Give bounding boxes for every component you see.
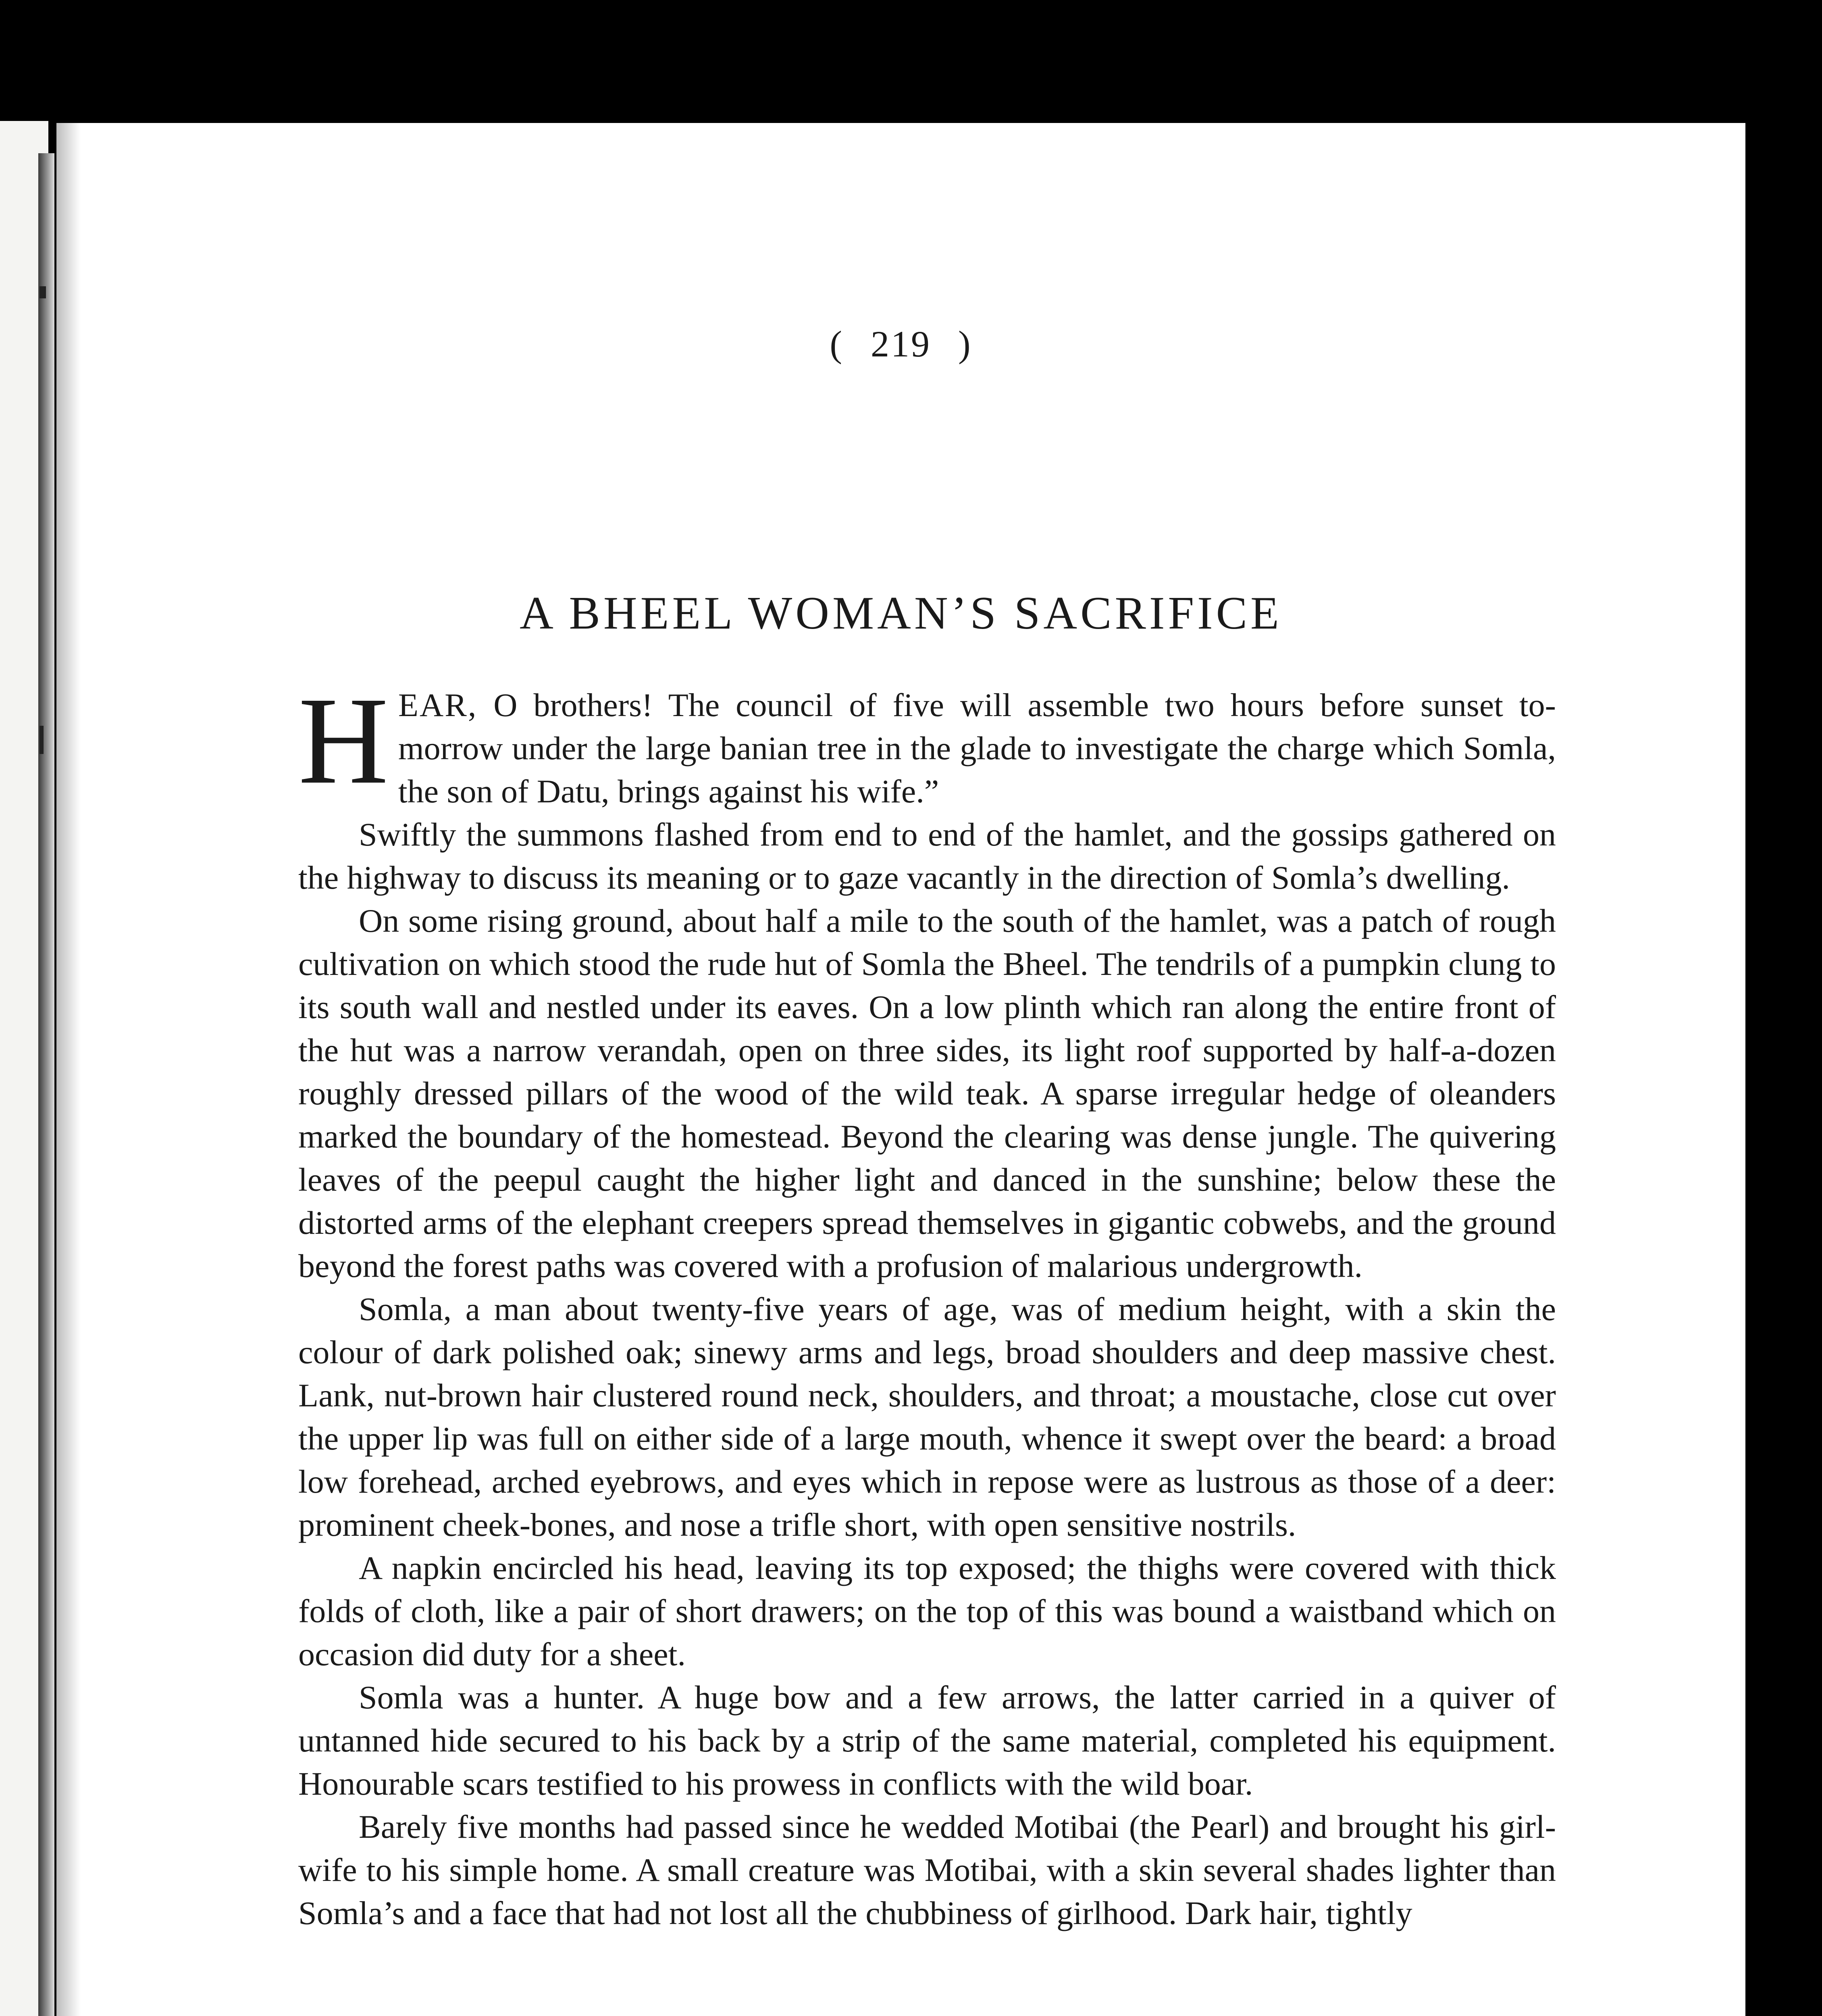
paragraph: On some rising ground, about half a mile to the south of the hamlet, was a patch of rough cultivation on which stood the rude hut of Somla the Bheel. The tendrils of a pumpkin clung to its south wall and nestled under its eaves. On a low plinth which ran along the entire front of the hut was a narrow verandah, open on three sides, its light roof supported by half-a-dozen roughly dressed pillars of the wood of the wild teak. A sparse irregular hedge of oleanders marked the boundary of the homestead. Beyond the clearing was dense jungle. The quivering leaves of the peepul caught the higher light and danced in the sunshine; below these the distorted arms of the elephant creepers spread themselves in gigantic cobwebs, and the ground beyond the forest paths was covered with a profusion of malarious undergrowth.: [298, 902, 1556, 1284]
paragraph-text: O brothers! The council of five will assemble two hours before sunset to-morrow under the large banian tree in the glade to investigate the charge which Somla, the son of Datu, brings against his wife.”: [398, 687, 1556, 810]
paragraph: [298, 672, 1556, 813]
margin-mark: [40, 726, 44, 754]
paragraph: Somla was a hunter. A huge bow and a few arrows, the latter carried in a quiver of untanned hide secured to his back by a strip of the same material, completed his equipment. Honourable scars testified to his prowess in conflicts with the wild boar.: [298, 1679, 1556, 1802]
paragraph: Swiftly the summons flashed from end to end of the hamlet, and the gossips gathered on the highway to discuss its meaning or to gaze vacantly in the direction of Somla’s dwelling.: [298, 816, 1556, 896]
page-number: ( 219 ): [830, 323, 972, 364]
gutter-shadow: [56, 123, 81, 2016]
drop-cap: H: [298, 672, 389, 810]
chapter-title: A BHEEL WOMAN’S SACRIFICE: [520, 587, 1282, 639]
book-page: [56, 123, 1745, 2016]
body-text: [298, 672, 1556, 1935]
binding-shadow: [38, 153, 54, 2016]
margin-mark: [40, 286, 46, 298]
first-word: EAR,: [398, 687, 478, 723]
paragraph: A napkin encircled his head, leaving its top exposed; the thighs were covered with thick folds of cloth, like a pair of short drawers; on the top of this was bound a waistband which on occasion did duty for a sheet.: [298, 1549, 1556, 1672]
paragraph: Barely five months had passed since he wedded Motibai (the Pearl) and brought his girl-wife to his simple home. A small creature was Motibai, with a skin several shades lighter than Somla’s and a face that had not lost all the chubbiness of girlhood. Dark hair, tightly: [298, 1808, 1556, 1931]
paragraph: Somla, a man about twenty-five years of age, was of medium height, with a skin the colour of dark polished oak; sinewy arms and legs, broad shoulders and deep massive chest. Lank, nut-brown hair clustered round neck, shoulders, and throat; a moustache, close cut over the upper lip was full on either side of a large mouth, whence it swept over the beard: a broad low forehead, arched eyebrows, and eyes which in repose were as lustrous as those of a deer: prominent cheek-bones, and nose a trifle short, with open sensitive nostrils.: [298, 1291, 1556, 1543]
